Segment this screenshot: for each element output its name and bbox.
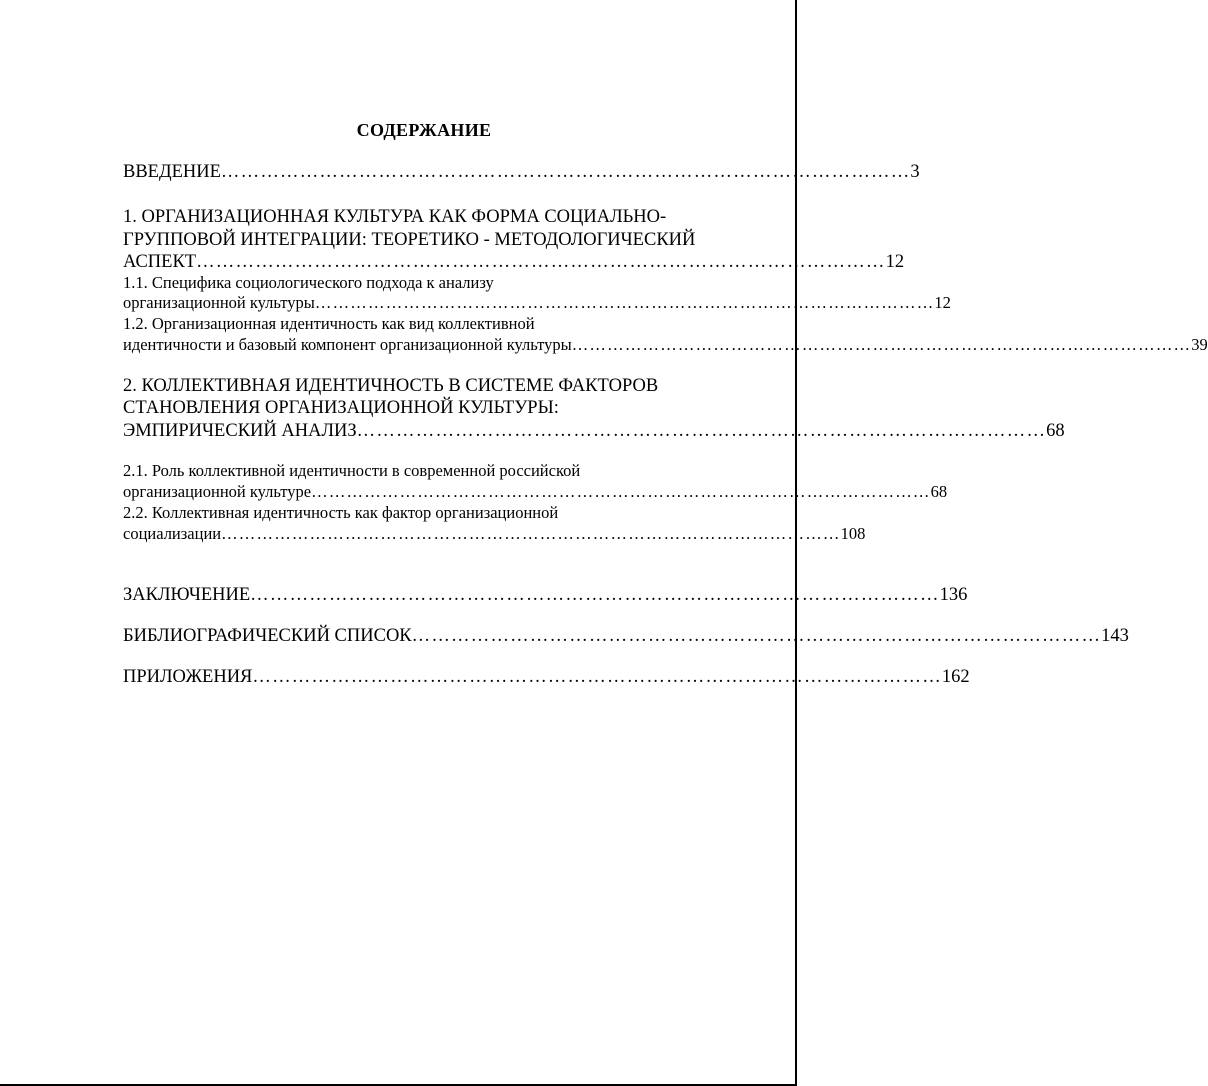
chapter-1-heading-line-3: АСПЕКТ (123, 252, 197, 272)
toc-dot-leader: …………………………………………………………………………………………… (571, 335, 1192, 354)
toc-entry-label: БИБЛИОГРАФИЧЕСКИЙ СПИСОК (123, 626, 412, 646)
chapter-1-heading-line-2: ГРУППОВОЙ ИНТЕГРАЦИИ: ТЕОРЕТИКО - МЕТОДОЛОГИЧЕСКИЙ (123, 230, 696, 250)
toc-page-number: 162 (941, 667, 970, 687)
toc-page-number: 12 (885, 252, 905, 272)
toc-entry-conclusion[interactable] (123, 584, 968, 606)
toc-page-number: 3 (910, 162, 920, 182)
section-2-1-line-1: 2.1. Роль коллективной идентичности в современной российской (123, 461, 581, 480)
chapter-2-heading-line-1: 2. КОЛЛЕКТИВНАЯ ИДЕНТИЧНОСТЬ В СИСТЕМЕ ФАКТОРОВ (123, 376, 659, 396)
section-2-2-line-2: социализации (123, 524, 222, 543)
toc-entry-label: ПРИЛОЖЕНИЯ (123, 667, 253, 687)
toc-entry-label: ВВЕДЕНИЕ (123, 162, 221, 182)
toc-entry-section-2-1[interactable] (123, 481, 948, 503)
toc-entry-section-2-2[interactable] (123, 523, 866, 545)
toc-dot-leader: …………………………………………………………………………………………… (356, 421, 1047, 441)
toc-page-number: 143 (1101, 626, 1129, 646)
toc-page-number: 136 (939, 585, 968, 605)
chapter-2-heading-line-2: СТАНОВЛЕНИЯ ОРГАНИЗАЦИОННОЙ КУЛЬТУРЫ: (123, 398, 559, 418)
toc-dot-leader: …………………………………………………………………………………………… (220, 162, 911, 182)
toc-entry-appendices[interactable] (123, 666, 970, 688)
toc-dot-leader: …………………………………………………………………………………………… (250, 585, 940, 605)
toc-page-number: 12 (934, 293, 951, 312)
toc-dot-leader: …………………………………………………………………………………………… (196, 252, 886, 272)
toc-page-number: 68 (930, 482, 948, 501)
toc-page-number: 68 (1046, 421, 1065, 441)
toc-entry-label: ЗАКЛЮЧЕНИЕ (123, 585, 251, 605)
toc-dot-leader: …………………………………………………………………………………………… (411, 626, 1102, 646)
section-2-1-line-2: организационной культуре (123, 482, 312, 501)
toc-dot-leader: …………………………………………………………………………………………… (221, 524, 841, 543)
toc-entry-bibliography[interactable] (123, 625, 1129, 647)
toc-entry-chapter-2[interactable] (123, 420, 1065, 442)
section-2-2-line-1: 2.2. Коллективная идентичность как фактор организационной (123, 503, 559, 522)
toc-dot-leader: …………………………………………………………………………………………… (314, 293, 935, 312)
section-1-1-line-2: организационной культуры (123, 293, 315, 312)
toc-dot-leader: …………………………………………………………………………………………… (311, 482, 931, 501)
toc-page-number: 39 (1191, 335, 1208, 354)
page-title: СОДЕРЖАНИЕ (356, 120, 492, 140)
toc-page-number: 108 (840, 524, 866, 543)
chapter-1-heading-line-1: 1. ОРГАНИЗАЦИОННАЯ КУЛЬТУРА КАК ФОРМА СОЦИАЛЬНО- (123, 207, 667, 227)
chapter-2-heading-line-3: ЭМПИРИЧЕСКИЙ АНАЛИЗ (123, 421, 357, 441)
toc-entry-section-1-1[interactable] (123, 292, 951, 314)
toc-entry-section-1-2[interactable] (123, 334, 1208, 356)
toc-entry-chapter-1[interactable] (123, 251, 905, 273)
toc-dot-leader: …………………………………………………………………………………………… (252, 667, 942, 687)
section-1-2-line-2: идентичности и базовый компонент организационной культуры (123, 335, 572, 354)
toc-entry-introduction[interactable] (123, 161, 920, 183)
section-1-1-line-1: 1.1. Специфика социологического подхода к анализу (123, 273, 494, 292)
section-1-2-line-1: 1.2. Организационная идентичность как вид коллективной (123, 314, 535, 333)
